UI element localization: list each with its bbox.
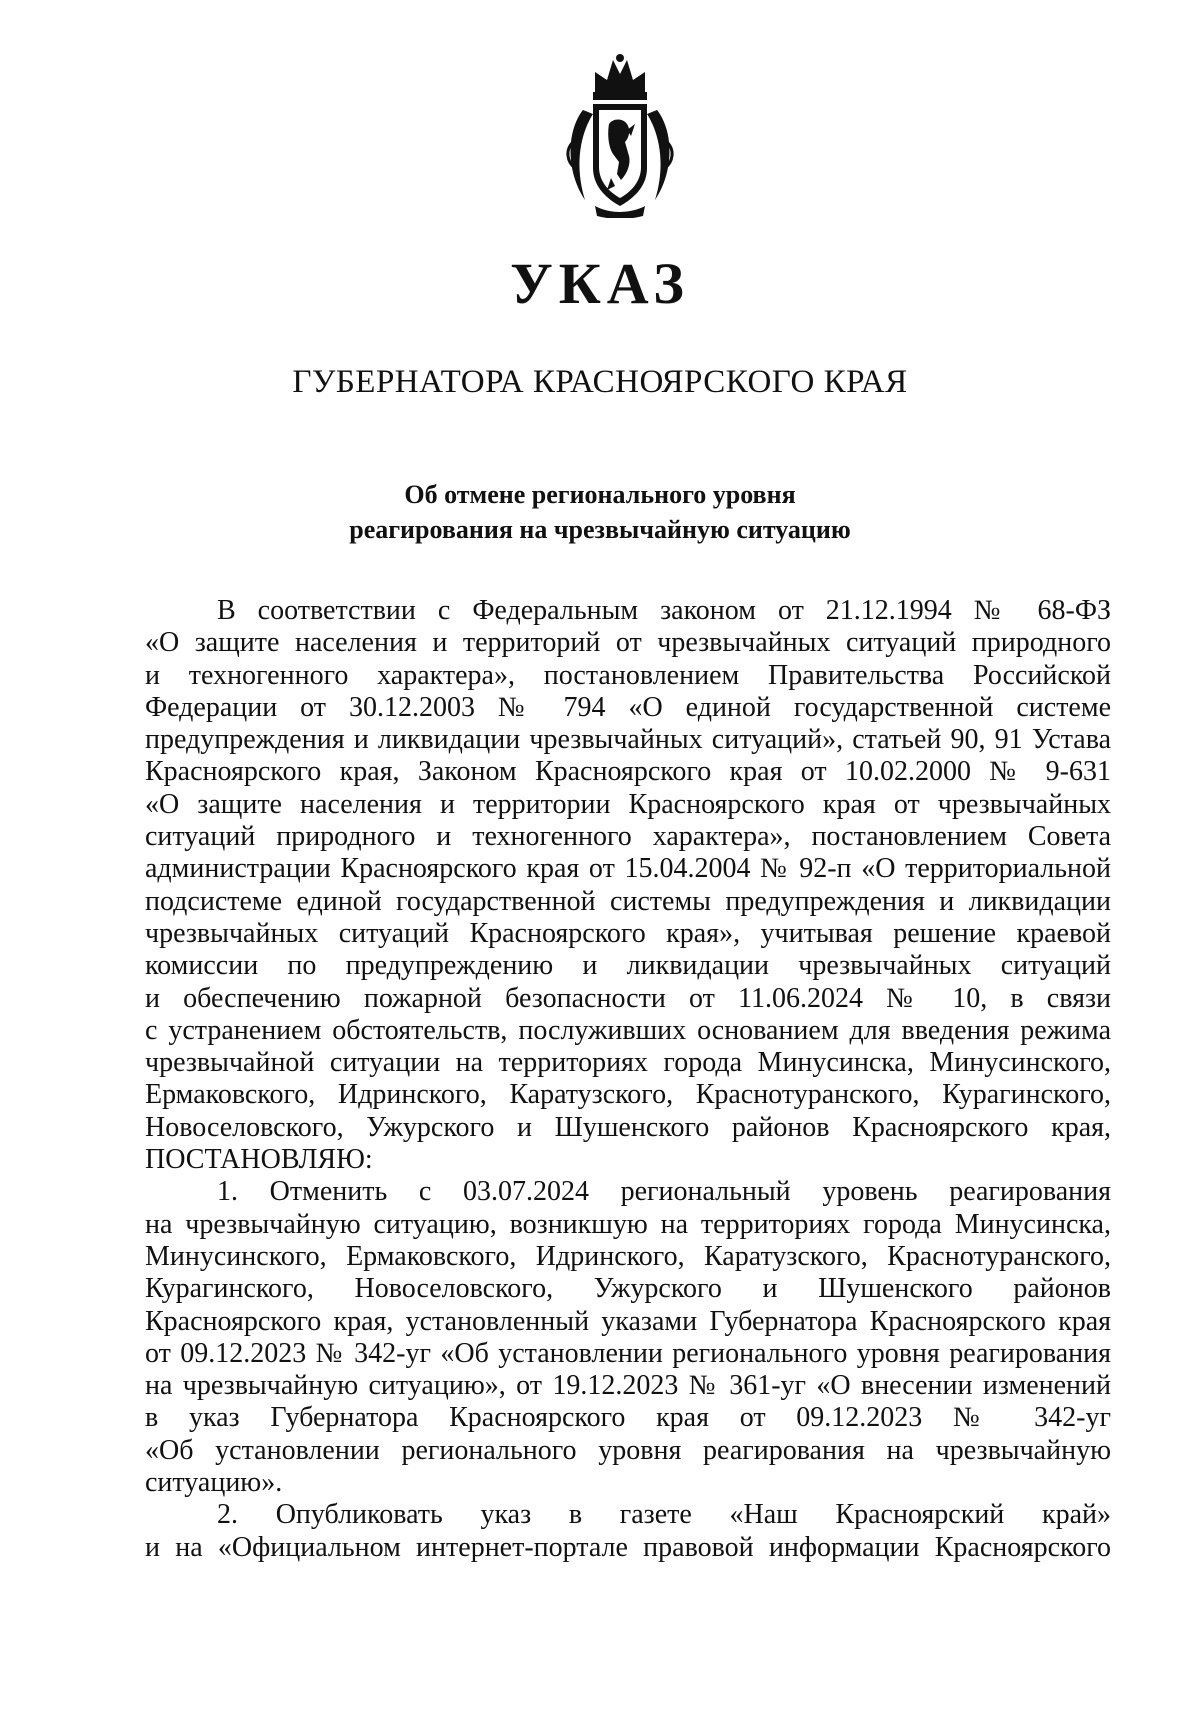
body-line: Новоселовского, Ужурского и Шушенского районов Красноярского края, xyxy=(145,1111,1111,1143)
body-line: Красноярского края, установленный указами Губернатора Красноярского края xyxy=(145,1305,1111,1337)
body-line: 1. Отменить с 03.07.2024 региональный уровень реагирования xyxy=(217,1176,1111,1208)
body-line: с устранением обстоятельств, послуживших основанием для введения режима xyxy=(145,1014,1111,1046)
document-heading xyxy=(0,477,1200,547)
body-line: Красноярского края, Законом Красноярского края от 10.02.2000 № 9-631 xyxy=(145,756,1111,788)
body-line: Минусинского, Ермаковского, Идринского, Каратузского, Краснотуранского, xyxy=(145,1240,1111,1272)
document-subtitle: ГУБЕРНАТОРА КРАСНОЯРСКОГО КРАЯ xyxy=(292,364,908,400)
document-title: УКАЗ xyxy=(510,251,690,316)
body-line: и на «Официальном интернет-портале правовой информации Красноярского xyxy=(145,1531,1111,1563)
body-line: и обеспечению пожарной безопасности от 11.06.2024 № 10, в связи xyxy=(145,982,1111,1014)
body-line: В соответствии с Федеральным законом от 21.12.1994 № 68-ФЗ xyxy=(217,595,1111,626)
body-line: комиссии по предупреждению и ликвидации чрезвычайных ситуаций xyxy=(145,950,1111,982)
document-body xyxy=(145,595,1111,1564)
body-line: ситуаций природного и техногенного характера», постановлением Совета xyxy=(145,821,1111,853)
body-line: от 09.12.2023 № 342-уг «Об установлении регионального уровня реагирования xyxy=(145,1337,1111,1369)
body-line: в указ Губернатора Красноярского края от 09.12.2023 № 342-уг xyxy=(145,1402,1111,1434)
body-line: ситуацию». xyxy=(145,1467,283,1499)
body-line: «Об установлении регионального уровня реагирования на чрезвычайную xyxy=(145,1434,1111,1466)
body-line: «О защите населения и территории Красноярского края от чрезвычайных xyxy=(145,788,1111,820)
body-line: администрации Красноярского края от 15.04.2004 № 92-п «О территориальной xyxy=(145,853,1111,885)
body-line: Федерации от 30.12.2003 № 794 «О единой государственной системе xyxy=(145,691,1111,723)
body-line: на чрезвычайную ситуацию, возникшую на территориях города Минусинска, xyxy=(145,1208,1111,1240)
body-line: на чрезвычайную ситуацию», от 19.12.2023 № 361-уг «О внесении изменений xyxy=(145,1370,1111,1402)
body-line: 2. Опубликовать указ в газете «Наш Красноярский край» xyxy=(217,1499,1111,1531)
body-line: «О защите населения и территорий от чрезвычайных ситуаций природного xyxy=(145,627,1111,659)
heading-line: Об отмене регионального уровня xyxy=(404,480,796,509)
body-line: Курагинского, Новоселовского, Ужурского и Шушенского районов xyxy=(145,1273,1111,1305)
body-line: Ермаковского, Идринского, Каратузского, Краснотуранского, Курагинского, xyxy=(145,1079,1111,1111)
heading-line: реагирования на чрезвычайную ситуацию xyxy=(349,515,851,544)
body-line: ПОСТАНОВЛЯЮ: xyxy=(145,1144,373,1176)
body-line: подсистеме единой государственной системы предупреждения и ликвидации xyxy=(145,885,1111,917)
body-line: чрезвычайной ситуации на территориях города Минусинска, Минусинского, xyxy=(145,1047,1111,1079)
body-line: предупреждения и ликвидации чрезвычайных ситуаций», статьей 90, 91 Устава xyxy=(145,724,1111,756)
body-line: и техногенного характера», постановлением Правительства Российской xyxy=(145,659,1111,691)
body-line: чрезвычайных ситуаций Красноярского края», учитывая решение краевой xyxy=(145,917,1111,949)
coat-of-arms-icon xyxy=(565,50,675,218)
